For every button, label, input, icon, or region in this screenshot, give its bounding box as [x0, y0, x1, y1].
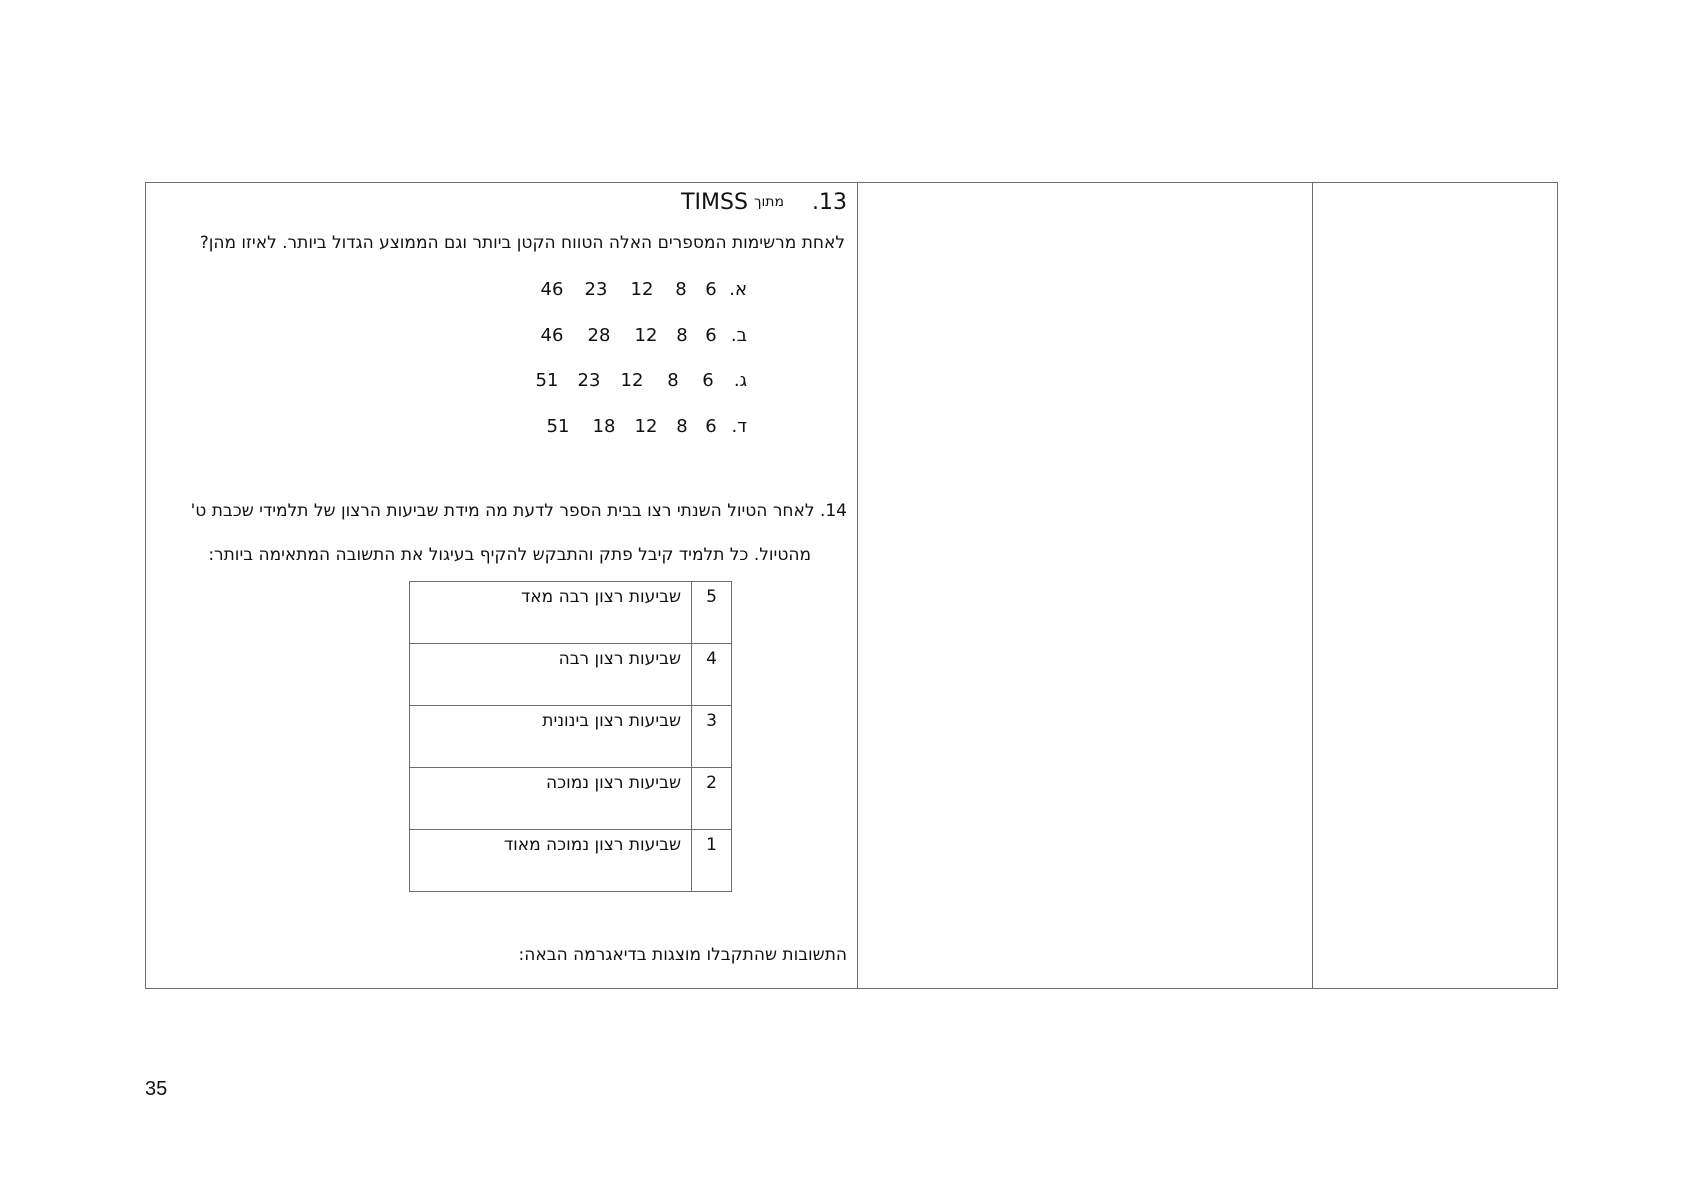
scale-label: שביעות רצון רבה מאד: [410, 582, 692, 644]
option-number: 6: [702, 370, 714, 391]
column-divider: [857, 183, 858, 988]
option-number: 12: [620, 370, 644, 391]
content-table: [145, 182, 1558, 989]
page-number: 35: [145, 1078, 168, 1100]
option-letter: ד.: [731, 416, 747, 437]
option-number: 12: [634, 325, 658, 346]
scale-row: [410, 830, 732, 892]
scale-value: 2: [692, 768, 732, 830]
option-number: 6: [705, 416, 717, 437]
q13-option: [531, 325, 747, 346]
option-number: 6: [705, 325, 717, 346]
option-number: 46: [540, 325, 564, 346]
q13-option: [531, 279, 747, 300]
option-number: 6: [705, 279, 717, 300]
option-number: 8: [676, 325, 688, 346]
option-letter: ב.: [730, 325, 747, 346]
scale-label: שביעות רצון רבה: [410, 644, 692, 706]
option-number: 12: [630, 279, 654, 300]
q13-option: [525, 370, 747, 391]
scale-row: [410, 644, 732, 706]
q13-option: [533, 416, 747, 437]
questions-cell: [146, 183, 857, 988]
scale-value: 3: [692, 706, 732, 768]
scale-value: 5: [692, 582, 732, 644]
option-number: 23: [577, 370, 601, 391]
scale-label: שביעות רצון נמוכה מאוד: [410, 830, 692, 892]
option-number: 18: [592, 416, 616, 437]
q13-question: לאחת מרשימות המספרים האלה הטווח הקטן ביותר וגם הממוצע הגדול ביותר. לאיזו מהן?: [199, 233, 845, 253]
column-divider: [1312, 183, 1313, 988]
option-number: 51: [546, 416, 570, 437]
q14-outro: התשובות שהתקבלו מוצגות בדיאגרמה הבאה:: [518, 945, 847, 965]
q13-header: [681, 185, 847, 219]
q13-source-name: TIMSS: [681, 189, 748, 215]
option-letter: א.: [729, 279, 747, 300]
scale-label: שביעות רצון נמוכה: [410, 768, 692, 830]
option-number: 12: [634, 416, 658, 437]
q13-number: 13.: [812, 189, 847, 215]
scale-value: 1: [692, 830, 732, 892]
option-letter: ג.: [733, 370, 747, 391]
q14-intro-line2: מהטיול. כל תלמיד קיבל פתק והתבקש להקיף בעיגול את התשובה המתאימה ביותר:: [208, 545, 811, 565]
scale-row: [410, 768, 732, 830]
scale-row: [410, 582, 732, 644]
q13-source-prefix: מתוך: [753, 194, 784, 210]
option-number: 28: [587, 325, 611, 346]
option-number: 8: [675, 279, 687, 300]
q14-intro-line1: 14. לאחר הטיול השנתי רצו בבית הספר לדעת מה מידת שביעות הרצון של תלמידי שכבת ט': [190, 501, 847, 521]
option-number: 8: [667, 370, 679, 391]
satisfaction-scale-table: [409, 581, 732, 892]
q13-source: [681, 190, 784, 215]
scale-label: שביעות רצון בינונית: [410, 706, 692, 768]
option-number: 23: [584, 279, 608, 300]
option-number: 51: [535, 370, 559, 391]
scale-row: [410, 706, 732, 768]
option-number: 46: [540, 279, 564, 300]
option-number: 8: [676, 416, 688, 437]
scale-value: 4: [692, 644, 732, 706]
